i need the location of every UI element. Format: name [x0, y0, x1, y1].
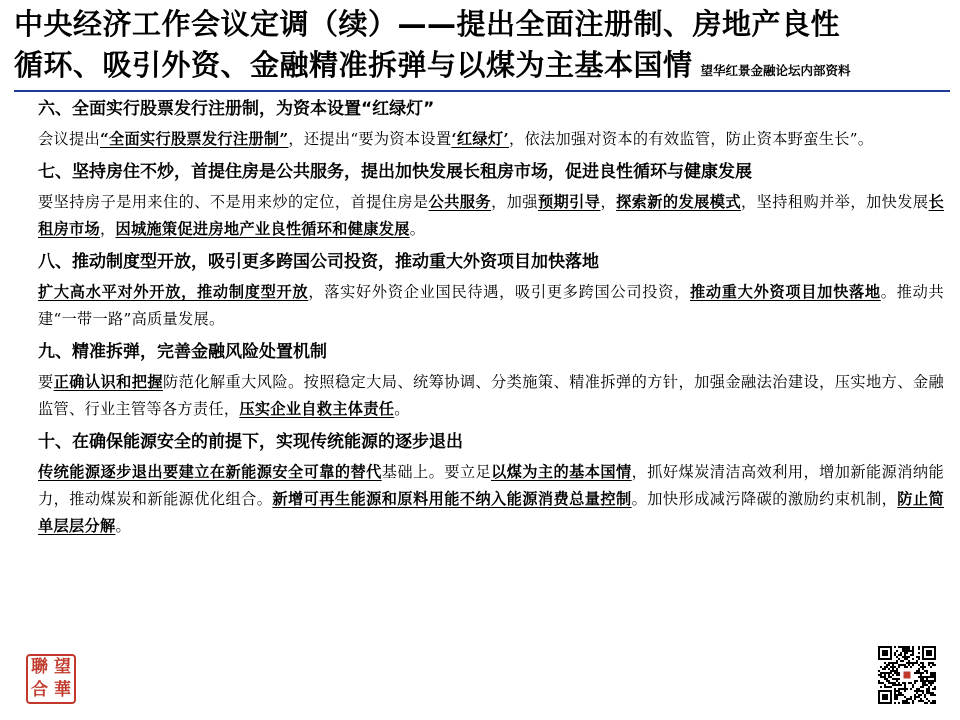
body-text: 基础上。要立足: [381, 463, 492, 481]
section-paragraph: [38, 459, 944, 540]
emphasis-text: “全面实行股票发行注册制”: [99, 130, 289, 148]
logo-char: 合: [31, 680, 48, 700]
section-heading: 九、精准拆弹，完善金融风险处置机制: [38, 342, 327, 362]
body-text: 。推动共建“一带一路”高质量发展。: [38, 283, 944, 328]
emphasis-text: 传统能源逐步退出要建立在新能源安全可靠的替代: [38, 463, 382, 481]
emphasis-text: 预期引导: [537, 193, 601, 211]
title-row-2: [14, 45, 954, 86]
emphasis-text: 公共服务: [428, 193, 492, 211]
emphasis-text: 推动重大外资项目加快落地: [689, 283, 881, 301]
section-6: [38, 96, 944, 153]
slide-title: [14, 4, 954, 86]
section-paragraph: [38, 126, 944, 153]
title-divider: [14, 90, 950, 92]
body-text: 。: [409, 220, 426, 238]
emphasis-text: ‘红绿灯’: [451, 130, 509, 148]
body-text: 要坚持房子是用来住的、不是用来炒的定位，首提住房是: [38, 193, 429, 211]
section-9: [38, 339, 944, 423]
logo-char: 望: [54, 657, 71, 677]
section-8: [38, 249, 944, 333]
section-paragraph: [38, 189, 944, 243]
logo-char: 聯: [31, 657, 48, 677]
body-text: 防范化解重大风险。按照稳定大局、统筹协调、分类施策、精准拆弹的方针，加强金融法治建设，压实地方、金融监管、行业主管等各方责任，: [38, 373, 944, 418]
body-text: 要: [38, 373, 54, 391]
section-heading: 八、推动制度型开放，吸引更多跨国公司投资，推动重大外资项目加快落地: [38, 252, 599, 272]
section-heading: 十、在确保能源安全的前提下，实现传统能源的逐步退出: [38, 432, 463, 452]
title-line-2: 循环、吸引外资、金融精准拆弹与以煤为主基本国情: [14, 48, 693, 82]
qr-code-icon: [878, 646, 936, 704]
emphasis-text: 防止简单层层分解: [38, 490, 944, 535]
section-10: [38, 429, 944, 540]
section-paragraph: [38, 279, 944, 333]
emphasis-text: 扩大高水平对外开放，推动制度型开放: [38, 283, 309, 301]
body-text: ，加强: [491, 193, 538, 211]
emphasis-text: 探索新的发展模式: [616, 193, 742, 211]
body-text: 会议提出: [38, 130, 100, 148]
title-line-1: 中央经济工作会议定调（续）——提出全面注册制、房地产良性: [14, 7, 841, 41]
body-text: ，: [600, 193, 617, 211]
logo-char: 華: [54, 680, 71, 700]
emphasis-text: 因城施策促进房地产业良性循环和健康发展: [115, 220, 410, 238]
emphasis-text: 住房是公共服务: [225, 162, 344, 182]
body-text: 。加快形成减污降碳的激励约束机制，: [631, 490, 898, 508]
emphasis-text: 以煤为主的基本国情: [491, 463, 632, 481]
body-text: ，抓好煤炭清洁高效利用，增加新能源消纳能力，推动煤炭和新能源优化组合。: [38, 463, 944, 508]
body-text: ，坚持租购并举，加快发展: [741, 193, 929, 211]
emphasis-text: 新增可再生能源和原料用能不纳入能源消费总量控制: [272, 490, 632, 508]
section-heading: [38, 159, 944, 185]
brand-logo: [26, 654, 76, 704]
section-heading: 六、全面实行股票发行注册制，为资本设置“红绿灯”: [38, 99, 435, 119]
emphasis-text: 正确认识和把握: [53, 373, 163, 391]
body-text: ，落实好外资企业国民待遇，吸引更多跨国公司投资，: [308, 283, 690, 301]
source-tag: 望华红景金融论坛内部资料: [700, 63, 851, 78]
body-text: ，: [99, 220, 116, 238]
content-area: [38, 96, 944, 540]
emphasis-text: 长租房市场: [38, 193, 945, 238]
body-text: ，还提出“要为资本设置: [288, 130, 452, 148]
section-7: [38, 159, 944, 243]
emphasis-text: 压实企业自救主体责任: [239, 400, 395, 418]
body-text: 七、坚持房住不炒，首提: [38, 162, 225, 182]
section-paragraph: [38, 369, 944, 423]
body-text: ，依法加强对资本的有效监管，防止资本野蛮生长”。: [508, 130, 874, 148]
body-text: 。: [115, 517, 131, 535]
body-text: 。: [394, 400, 410, 418]
body-text: ，提出加快发展长租房市场，促进良性循环与健康发展: [344, 162, 752, 182]
